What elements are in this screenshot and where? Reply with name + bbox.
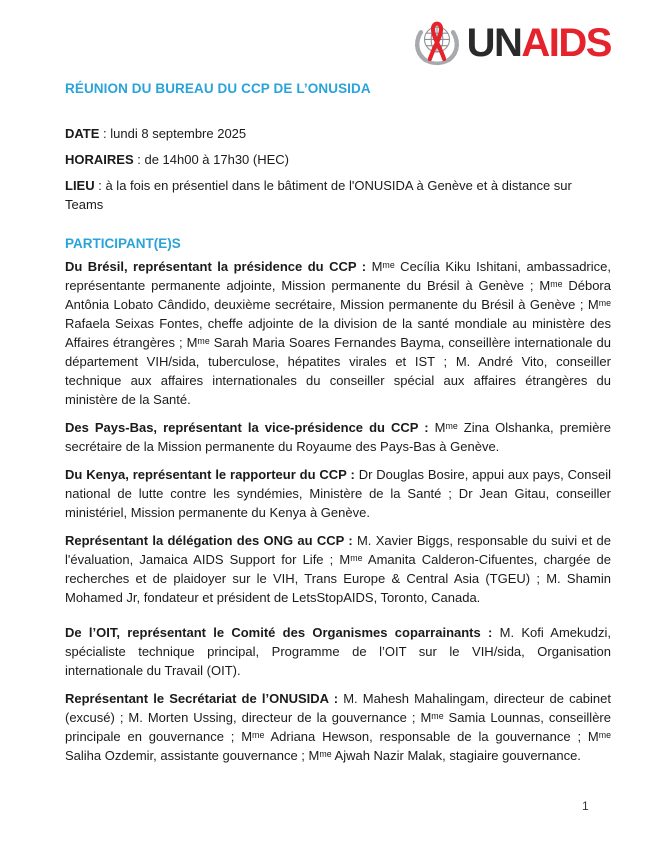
paragraph-oit-lead: De l’OIT, représentant le Comité des Organismes coparrainants :: [65, 625, 493, 640]
paragraph-bresil: [65, 257, 611, 409]
paragraph-bresil-lead: Du Brésil, représentant la présidence du CCP :: [65, 259, 367, 274]
paragraph-ong-lead: Représentant la délégation des ONG au CCP :: [65, 533, 353, 548]
meta-block: [65, 124, 611, 214]
paragraph-secretariat: [65, 689, 611, 765]
paragraph-ong: [65, 531, 611, 607]
paragraph-secretariat-text: M. Mahesh Mahalingam, directeur de cabinet (excusé) ; M. Morten Ussing, directeur de la gouvernance ; Mᵐᵉ Samia Lounnas, conseillère principale en gouvernance ; Mᵐᵉ Adriana Hewson, responsable de la gouvernance ; Mᵐᵉ Saliha Ozdemir, assistante gouvernance ; Mᵐᵉ Ajwah Nazir Malak, stagiaire gouvernance.: [65, 691, 611, 763]
wordmark-aids-text: AIDS: [521, 21, 611, 65]
unaids-wordmark: [467, 23, 611, 63]
meta-date-value: : lundi 8 septembre 2025: [99, 126, 247, 141]
paragraph-bresil-text: Mᵐᵉ Cecília Kiku Ishitani, ambassadrice, représentante permanente adjointe, Mission permanente du Brésil à Genève ; Mᵐᵉ Débora Antônia Lobato Cândido, deuxième secrétaire, Mission permanente du Brésil à Genève ; Mᵐᵉ Rafaela Seixas Fontes, cheffe adjointe de la division de la santé mondiale au ministère des Affaires étrangères ; Mᵐᵉ Sarah Maria Soares Fernandes Bayma, conseillère internationale du département VIH/sida, tuberculose, hépatites virales et IST ; M. André Vito, conseiller technique aux affaires internationales du conseiller spécial aux affaires étrangères du ministère de la Santé.: [65, 259, 611, 407]
meta-lieu: [65, 176, 611, 214]
paragraph-secretariat-lead: Représentant le Secrétariat de l’ONUSIDA :: [65, 691, 339, 706]
document-title: RÉUNION DU BUREAU DU CCP DE L’ONUSIDA: [65, 81, 371, 96]
participants-heading: PARTICIPANT(E)S: [65, 236, 181, 251]
meta-date-label: DATE: [65, 126, 100, 141]
page-number: 1: [582, 799, 589, 813]
paragraph-pays-bas: [65, 418, 611, 456]
un-emblem-ribbon-icon: [410, 18, 464, 68]
paragraph-kenya-text: Dr Douglas Bosire, appui aux pays, Conseil national de lutte contre les syndémies, Ministère de la Santé ; Dr Jean Gitau, conseiller ministériel, Mission permanente du Kenya à Genève.: [65, 467, 611, 520]
wordmark-un-text: UN: [466, 21, 522, 65]
meta-horaires: [65, 150, 611, 169]
meta-lieu-value: : à la fois en présentiel dans le bâtiment de l'ONUSIDA à Genève et à distance sur Teams: [65, 178, 572, 212]
paragraph-kenya: [65, 465, 611, 522]
paragraph-oit-text: M. Kofi Amekudzi, spécialiste technique principal, Programme de l’OIT sur le VIH/sida, Organisation internationale du Travail (OIT).: [65, 625, 611, 678]
paragraph-oit: [65, 623, 611, 680]
paragraph-kenya-lead: Du Kenya, représentant le rapporteur du CCP :: [65, 467, 355, 482]
document-content: [65, 0, 611, 774]
unaids-logo: [65, 18, 611, 68]
meta-horaires-label: HORAIRES: [65, 152, 134, 167]
meta-lieu-label: LIEU: [65, 178, 95, 193]
paragraph-pays-bas-lead: Des Pays-Bas, représentant la vice-présidence du CCP :: [65, 420, 429, 435]
meta-date: [65, 124, 611, 143]
meta-horaires-value: : de 14h00 à 17h30 (HEC): [133, 152, 290, 167]
paragraph-pays-bas-text: Mᵐᵉ Zina Olshanka, première secrétaire de la Mission permanente du Royaume des Pays-Bas à Genève.: [65, 420, 611, 454]
paragraph-ong-text: M. Xavier Biggs, responsable du suivi et de l'évaluation, Jamaica AIDS Support for Life ; Mᵐᵉ Amanita Calderon-Cifuentes, chargée de recherches et de plaidoyer sur le VIH, Trans Europe & Central Asia (TGEU) ; M. Shamin Mohamed Jr, fondateur et président de LetsStopAIDS, Toronto, Canada.: [65, 533, 611, 605]
